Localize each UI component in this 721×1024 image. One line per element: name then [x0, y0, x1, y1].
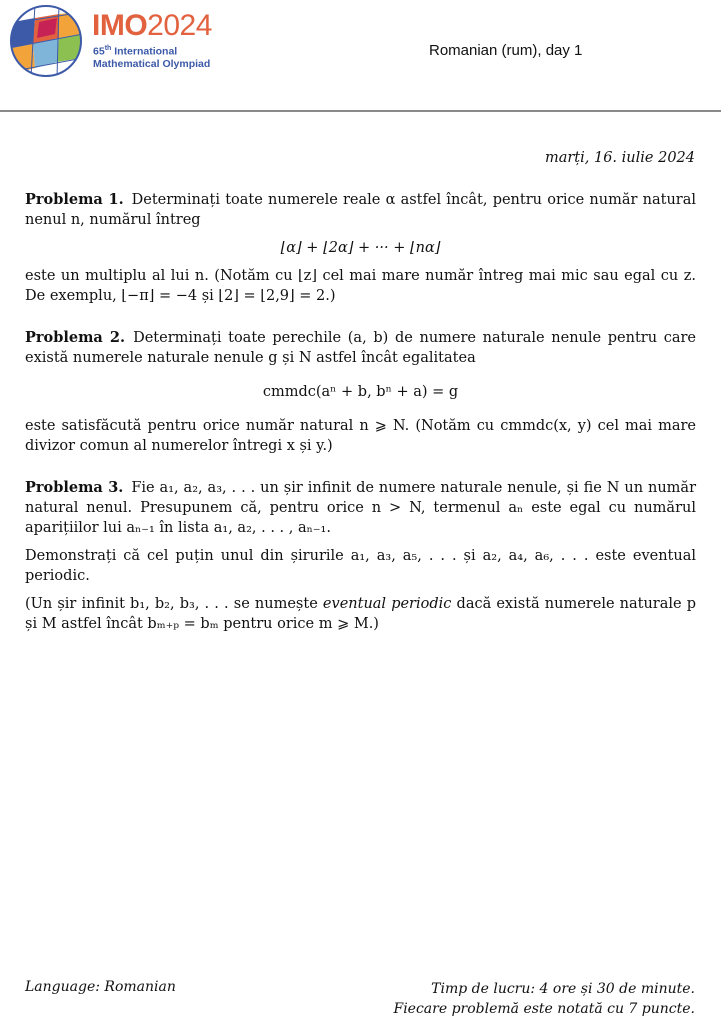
footer-info [393, 979, 695, 1019]
exam-date: marți, 16. iulie 2024 [544, 150, 695, 166]
problem-2 [25, 328, 696, 456]
problem-text-after: este un multiplu al lui n. (Notăm cu ⌊z⌋ cel mai mare număr întreg mai mic sau egal cu z. De exemplu, ⌊−π⌋ = −4 și ⌊2⌋ = ⌊2,9⌋ = 2.) [25, 268, 696, 304]
problem-text: Determinați toate numerele reale α astfel încât, pentru orice număr natural nenul n, numărul întreg [25, 192, 697, 228]
problem-title: Problema 3. [25, 479, 124, 496]
problem-text: Fie a₁, a₂, a₃, . . . un șir infinit de numere naturale nenule, și fie N un număr natural nenul. Presupunem că, pentru orice n > N, termenul aₙ este egal cu numărul aparițiilor lui aₙ₋₁ în lista a₁, a₂, . . . , aₙ₋₁. [25, 480, 697, 536]
problems-content [25, 190, 696, 656]
problem-title: Problema 1. [25, 191, 124, 208]
header-divider [0, 110, 721, 112]
page-header [0, 0, 721, 112]
problem-3 [25, 478, 696, 634]
footer-time: Timp de lucru: 4 ore și 30 de minute. [431, 981, 695, 997]
footer-points: Fiecare problemă este notată cu 7 puncte. [393, 1001, 695, 1017]
problem-title: Problema 2. [25, 329, 126, 346]
footer-language: Language: Romanian [25, 979, 176, 995]
imo-logo-icon [9, 4, 83, 78]
logo-subtitle: 65th International Mathematical Olympiad [93, 45, 211, 70]
problem-text: Determinați toate perechile (a, b) de numere naturale nenule pentru care există numerele naturale nenule g și N astfel încât egalitatea [25, 330, 697, 366]
language-day-label: Romanian (rum), day 1 [429, 42, 583, 59]
problem-formula: ⌊α⌋ + ⌊2α⌋ + ··· + ⌊nα⌋ [280, 240, 441, 256]
problem-text-2: Demonstrați că cel puțin unul din șirurile a₁, a₃, a₅, . . . și a₂, a₄, a₆, . . . este eventual periodic. [25, 548, 696, 584]
problem-text-after: este satisfăcută pentru orice număr natural n ⩾ N. (Notăm cu cmmdc(x, y) cel mai mare divizor comun al numerelor întregi x și y.) [25, 418, 696, 454]
problem-formula: cmmdc(aⁿ + b, bⁿ + a) = g [262, 384, 459, 400]
problem-1 [25, 190, 696, 306]
problem-text-3: (Un șir infinit b₁, b₂, b₃, . . . se numește eventual periodic dacă există numerele naturale p și M astfel încât bₘ₊ₚ = bₘ pentru orice m ⩾ M.) [25, 596, 697, 632]
logo-title: IMO2024 [92, 9, 212, 42]
